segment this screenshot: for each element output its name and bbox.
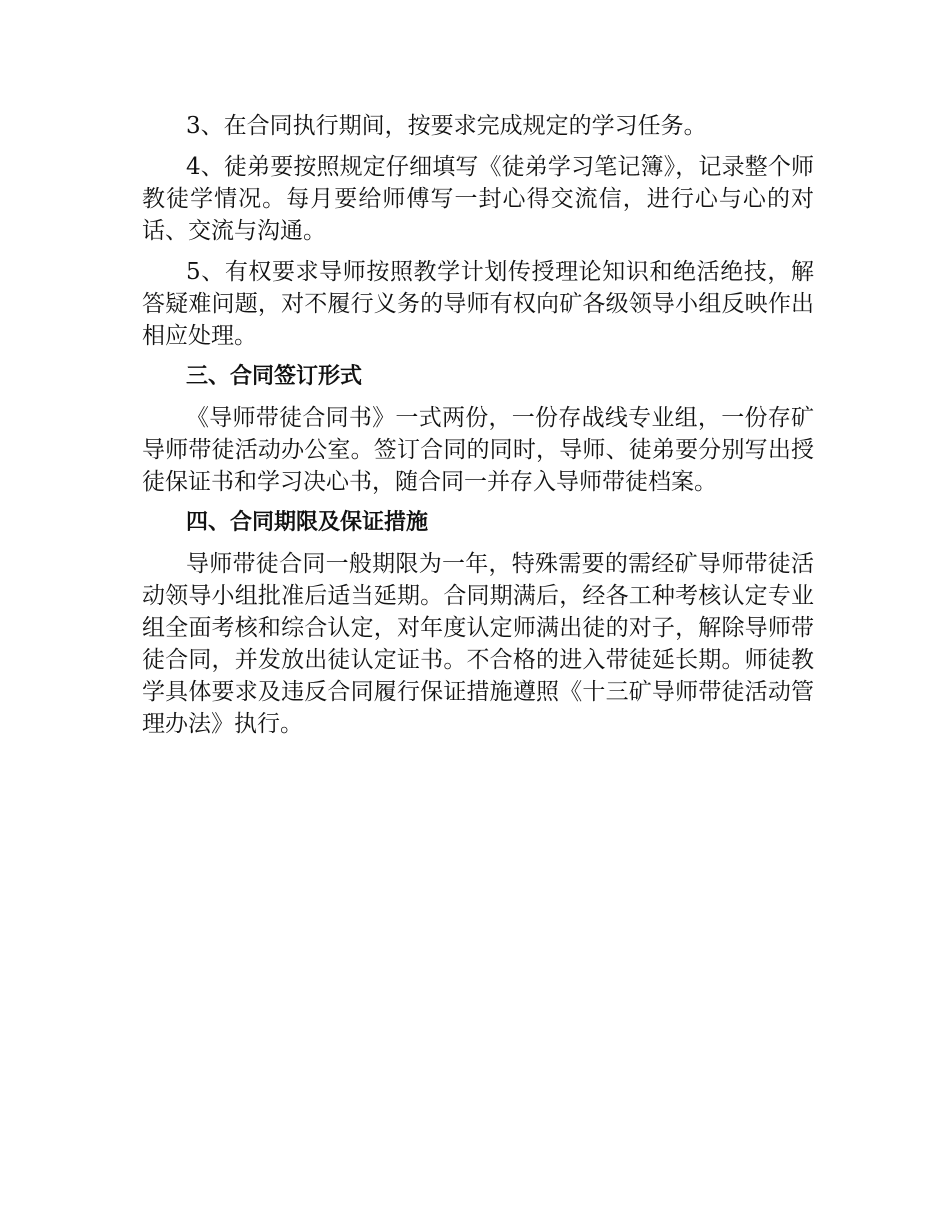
section-heading-term-guarantee: 四、合同期限及保证措施 <box>186 510 429 535</box>
section-text-signing-form: 《导师带徒合同书》一式两份，一份存战线专业组，一份存矿导师带徒活动办公室。签订合同的同时，导师、徒弟要分别写出授徒保证书和学习决心书，随合同一并存入导师带徒档案。 <box>142 405 814 495</box>
paragraph-item-3: 3、在合同执行期间，按要求完成规定的学习任务。 <box>186 113 707 139</box>
document-body <box>142 110 814 749</box>
paragraph-item-5: 5、有权要求导师按照教学计划传授理论知识和绝活绝技，解答疑难问题，对不履行义务的导师有权向矿各级领导小组反映作出相应处理。 <box>142 259 814 349</box>
section-heading-signing-form: 三、合同签订形式 <box>186 364 363 389</box>
paragraph-item-4: 4、徒弟要按照规定仔细填写《徒弟学习笔记簿》，记录整个师教徒学情况。每月要给师傅写一封心得交流信，进行心与心的对话、交流与沟通。 <box>142 154 814 244</box>
section-text-term-guarantee: 导师带徒合同一般期限为一年，特殊需要的需经矿导师带徒活动领导小组批准后适当延期。合同期满后，经各工种考核认定专业组全面考核和综合认定，对年度认定师满出徒的对子，解除导师带徒合同，并发放出徒认定证书。不合格的进入带徒延长期。师徒教学具体要求及违反合同履行保证措施遵照《十三矿导师带徒活动管理办法》执行。 <box>142 551 814 737</box>
